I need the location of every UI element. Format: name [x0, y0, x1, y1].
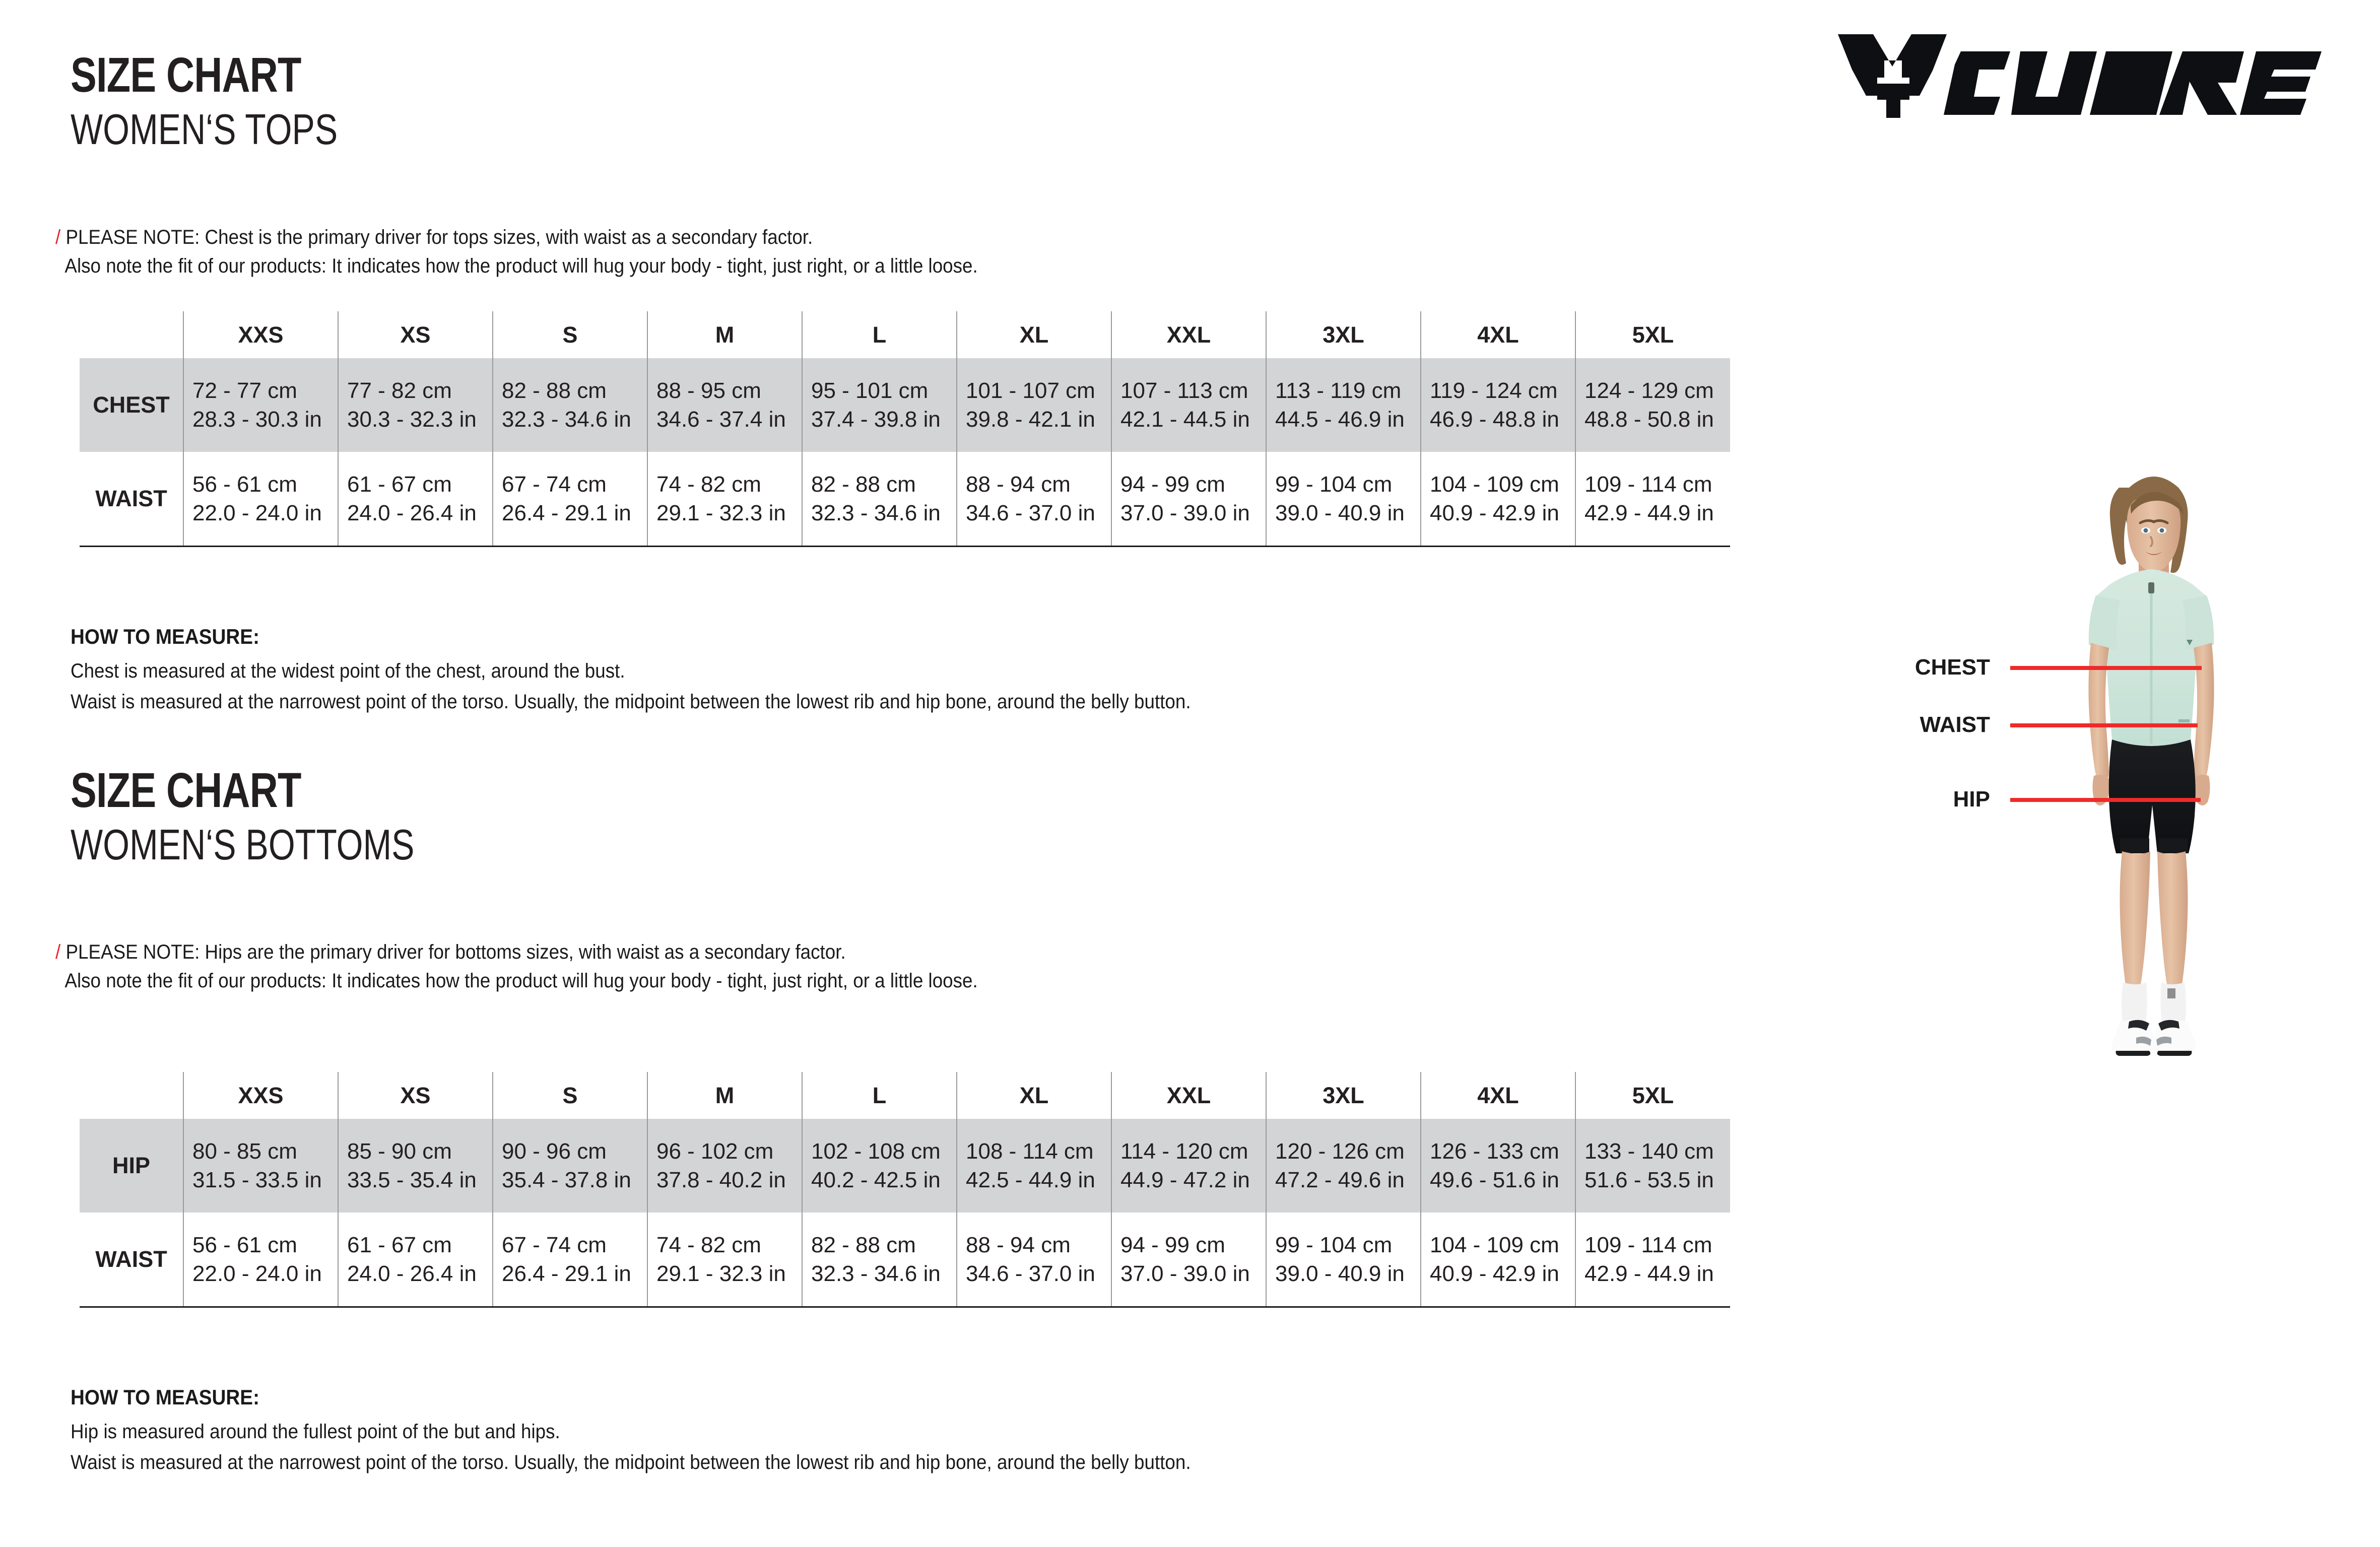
cell-cm: 67 - 74 cm: [502, 472, 607, 497]
bottoms-cell-waist-3xl: [1266, 1213, 1421, 1307]
cell-in: 31.5 - 33.5 in: [192, 1168, 322, 1192]
bottoms-col-header-xs: XS: [338, 1072, 493, 1119]
bottoms-cell-hip-s: [493, 1119, 647, 1213]
bottoms-cell-hip-3xl: [1266, 1119, 1421, 1213]
cell-cm: 124 - 129 cm: [1584, 378, 1714, 403]
bottoms-header-row: [80, 1072, 1730, 1119]
tops-cell-chest-xs: [338, 358, 493, 452]
tops-heading-block: [71, 47, 405, 154]
tops-note-line1-wrap: [55, 223, 978, 252]
bottoms-subtitle: WOMEN‘S BOTTOMS: [71, 821, 415, 869]
tops-cell-waist-m: [647, 452, 802, 547]
tops-row-label-waist: WAIST: [95, 485, 167, 511]
annotation-line-waist: [2010, 723, 2198, 727]
note-slash-icon: /: [55, 941, 61, 963]
cuore-logo: [1834, 29, 2343, 120]
tops-col-header-xxs: XXS: [183, 311, 338, 358]
tops-cell-waist-3xl: [1266, 452, 1421, 547]
tops-row-waist: [80, 452, 1730, 547]
cell-cm: 119 - 124 cm: [1430, 378, 1558, 403]
cell-cm: 94 - 99 cm: [1120, 472, 1225, 497]
cell-cm: 113 - 119 cm: [1275, 378, 1402, 403]
cell-cm: 99 - 104 cm: [1275, 1232, 1393, 1257]
cell-cm: 109 - 114 cm: [1584, 1232, 1712, 1257]
cell-cm: 99 - 104 cm: [1275, 472, 1393, 497]
cell-cm: 95 - 101 cm: [811, 378, 929, 403]
annotation-label-hip: HIP: [1953, 787, 1990, 812]
cell-in: 42.9 - 44.9 in: [1584, 501, 1714, 525]
cell-cm: 85 - 90 cm: [347, 1138, 452, 1164]
cell-cm: 74 - 82 cm: [656, 472, 761, 497]
tops-cell-chest-s: [493, 358, 647, 452]
cell-cm: 67 - 74 cm: [502, 1232, 607, 1257]
bottoms-htm-line1: Hip is measured around the fullest point of the but and hips.: [71, 1421, 560, 1443]
model-figure: [2035, 463, 2272, 1169]
cell-in: 34.6 - 37.0 in: [966, 1261, 1095, 1286]
cell-in: 34.6 - 37.0 in: [966, 501, 1095, 525]
cell-in: 37.0 - 39.0 in: [1120, 501, 1250, 525]
cell-in: 32.3 - 34.6 in: [811, 1261, 941, 1286]
cell-in: 44.5 - 46.9 in: [1275, 407, 1405, 432]
cell-in: 39.8 - 42.1 in: [966, 407, 1095, 432]
bottoms-cell-hip-xxs: [183, 1119, 338, 1213]
bottoms-note-line2: Also note the fit of our products: It indicates how the product will hug your body - tight, just right, or a little loose.: [64, 969, 978, 992]
bottoms-row-label-waist: WAIST: [95, 1246, 167, 1272]
cell-in: 26.4 - 29.1 in: [502, 501, 631, 525]
bottoms-cell-waist-xs: [338, 1213, 493, 1307]
cell-cm: 114 - 120 cm: [1120, 1138, 1248, 1164]
tops-bottom-rule: [80, 547, 1730, 548]
bottoms-note-line1-wrap: [55, 938, 978, 967]
bottoms-note: [55, 938, 978, 995]
tops-cell-chest-xxl: [1111, 358, 1266, 452]
tops-note-line1: PLEASE NOTE: Chest is the primary driver for tops sizes, with waist as a secondary factor.: [65, 226, 813, 248]
cell-in: 28.3 - 30.3 in: [192, 407, 322, 432]
bottoms-col-header-l: L: [802, 1072, 957, 1119]
tops-corner-cell: [80, 311, 183, 358]
cell-in: 42.9 - 44.9 in: [1584, 1261, 1714, 1286]
tops-col-header-4xl: 4XL: [1421, 311, 1575, 358]
cell-cm: 88 - 94 cm: [966, 472, 1071, 497]
cell-cm: 120 - 126 cm: [1275, 1138, 1405, 1164]
cell-in: 35.4 - 37.8 in: [502, 1168, 631, 1192]
tops-cell-chest-l: [802, 358, 957, 452]
cell-cm: 82 - 88 cm: [811, 1232, 916, 1257]
cell-cm: 61 - 67 cm: [347, 1232, 452, 1257]
note-slash-icon: /: [55, 226, 61, 248]
annotation-line-hip: [2010, 798, 2201, 802]
annotation-label-chest: CHEST: [1914, 655, 1990, 680]
cell-in: 34.6 - 37.4 in: [656, 407, 786, 432]
bottoms-cell-hip-xl: [957, 1119, 1111, 1213]
tops-col-header-xs: XS: [338, 311, 493, 358]
bottoms-cell-waist-s: [493, 1213, 647, 1307]
cell-in: 49.6 - 51.6 in: [1430, 1168, 1559, 1192]
bottoms-htm-line2: Waist is measured at the narrowest point of the torso. Usually, the midpoint between the lowest rib and hip bone, around the belly button.: [71, 1451, 1191, 1473]
cell-in: 30.3 - 32.3 in: [347, 407, 477, 432]
bottoms-cell-hip-xs: [338, 1119, 493, 1213]
cell-in: 22.0 - 24.0 in: [192, 501, 322, 525]
cell-in: 51.6 - 53.5 in: [1584, 1168, 1714, 1192]
cell-in: 29.1 - 32.3 in: [656, 501, 786, 525]
tops-note-line2: Also note the fit of our products: It indicates how the product will hug your body - tight, just right, or a little loose.: [64, 254, 978, 277]
cell-cm: 77 - 82 cm: [347, 378, 452, 403]
cell-cm: 109 - 114 cm: [1584, 472, 1712, 497]
tops-cell-chest-xl: [957, 358, 1111, 452]
cell-cm: 102 - 108 cm: [811, 1138, 941, 1164]
tops-how-to-measure: [71, 625, 1288, 717]
cell-in: 40.9 - 42.9 in: [1430, 1261, 1559, 1286]
tops-cell-waist-l: [802, 452, 957, 547]
bottoms-bottom-rule: [80, 1307, 1730, 1308]
tops-col-header-3xl: 3XL: [1266, 311, 1421, 358]
tops-col-header-m: M: [647, 311, 802, 358]
cell-cm: 133 - 140 cm: [1584, 1138, 1714, 1164]
tops-row-label-chest: CHEST: [80, 358, 183, 452]
cell-cm: 88 - 94 cm: [966, 1232, 1071, 1257]
tops-header-row: [80, 311, 1730, 358]
tops-cell-waist-5xl: [1575, 452, 1730, 547]
cell-in: 39.0 - 40.9 in: [1275, 1261, 1405, 1286]
cell-in: 37.0 - 39.0 in: [1120, 1261, 1250, 1286]
cell-cm: 126 - 133 cm: [1430, 1138, 1559, 1164]
bottoms-cell-hip-xxl: [1111, 1119, 1266, 1213]
bottoms-row-hip: [80, 1119, 1730, 1213]
cell-cm: 80 - 85 cm: [192, 1138, 297, 1164]
tops-cell-chest-4xl: [1421, 358, 1575, 452]
tops-col-header-xxl: XXL: [1111, 311, 1266, 358]
bottoms-heading-block: [71, 763, 500, 869]
bottoms-corner-cell: [80, 1072, 183, 1119]
cell-cm: 82 - 88 cm: [811, 472, 916, 497]
bottoms-cell-waist-xxs: [183, 1213, 338, 1307]
bottoms-cell-waist-xl: [957, 1213, 1111, 1307]
cell-in: 48.8 - 50.8 in: [1584, 407, 1714, 432]
cell-cm: 96 - 102 cm: [656, 1138, 774, 1164]
bottoms-how-to-measure: [71, 1385, 1288, 1478]
bottoms-col-header-3xl: 3XL: [1266, 1072, 1421, 1119]
cell-cm: 101 - 107 cm: [966, 378, 1095, 403]
cell-in: 39.0 - 40.9 in: [1275, 501, 1405, 525]
cell-cm: 88 - 95 cm: [656, 378, 761, 403]
tops-cell-waist-4xl: [1421, 452, 1575, 547]
tops-htm-line1: Chest is measured at the widest point of the chest, around the bust.: [71, 660, 625, 682]
cell-cm: 104 - 109 cm: [1430, 1232, 1559, 1257]
cell-in: 44.9 - 47.2 in: [1120, 1168, 1250, 1192]
cell-in: 22.0 - 24.0 in: [192, 1261, 322, 1286]
cell-in: 42.1 - 44.5 in: [1120, 407, 1250, 432]
cell-cm: 61 - 67 cm: [347, 472, 452, 497]
cell-in: 37.8 - 40.2 in: [656, 1168, 786, 1192]
tops-col-header-s: S: [493, 311, 647, 358]
bottoms-col-header-5xl: 5XL: [1575, 1072, 1730, 1119]
bottoms-size-table: [80, 1072, 1730, 1308]
tops-col-header-l: L: [802, 311, 957, 358]
cell-cm: 56 - 61 cm: [192, 1232, 297, 1257]
bottoms-cell-hip-m: [647, 1119, 802, 1213]
bottoms-col-header-4xl: 4XL: [1421, 1072, 1575, 1119]
bottoms-title: SIZE CHART: [71, 763, 301, 818]
bottoms-cell-waist-5xl: [1575, 1213, 1730, 1307]
bottoms-col-header-xl: XL: [957, 1072, 1111, 1119]
cell-in: 32.3 - 34.6 in: [502, 407, 631, 432]
tops-cell-chest-3xl: [1266, 358, 1421, 452]
cell-cm: 108 - 114 cm: [966, 1138, 1094, 1164]
annotation-line-chest: [2010, 666, 2202, 670]
cell-cm: 104 - 109 cm: [1430, 472, 1559, 497]
tops-cell-waist-xl: [957, 452, 1111, 547]
tops-row-chest: [80, 358, 1730, 452]
bottoms-cell-hip-4xl: [1421, 1119, 1575, 1213]
bottoms-cell-waist-4xl: [1421, 1213, 1575, 1307]
cell-in: 46.9 - 48.8 in: [1430, 407, 1559, 432]
bottoms-cell-waist-l: [802, 1213, 957, 1307]
bottoms-row-waist: [80, 1213, 1730, 1307]
tops-cell-chest-5xl: [1575, 358, 1730, 452]
cell-in: 42.5 - 44.9 in: [966, 1168, 1095, 1192]
tops-cell-waist-xxl: [1111, 452, 1266, 547]
tops-title: SIZE CHART: [71, 47, 301, 102]
bottoms-col-header-s: S: [493, 1072, 647, 1119]
bottoms-note-line1: PLEASE NOTE: Hips are the primary driver for bottoms sizes, with waist as a secondary factor.: [65, 941, 846, 963]
tops-htm-line2: Waist is measured at the narrowest point of the torso. Usually, the midpoint between the lowest rib and hip bone, around the belly button.: [71, 690, 1191, 713]
cell-in: 26.4 - 29.1 in: [502, 1261, 631, 1286]
bottoms-htm-title: HOW TO MEASURE:: [71, 1385, 259, 1409]
cell-in: 29.1 - 32.3 in: [656, 1261, 786, 1286]
tops-cell-waist-s: [493, 452, 647, 547]
bottoms-row-label-hip: HIP: [80, 1119, 183, 1213]
bottoms-col-header-xxs: XXS: [183, 1072, 338, 1119]
cell-cm: 90 - 96 cm: [502, 1138, 607, 1164]
annotation-label-waist: WAIST: [1920, 712, 1990, 737]
tops-htm-title: HOW TO MEASURE:: [71, 625, 259, 648]
tops-note: [55, 223, 978, 281]
cell-in: 40.2 - 42.5 in: [811, 1168, 941, 1192]
tops-col-header-xl: XL: [957, 311, 1111, 358]
cell-cm: 56 - 61 cm: [192, 472, 297, 497]
tops-cell-waist-xs: [338, 452, 493, 547]
tops-cell-waist-xxs: [183, 452, 338, 547]
cell-in: 47.2 - 49.6 in: [1275, 1168, 1405, 1192]
tops-subtitle: WOMEN‘S TOPS: [71, 106, 338, 154]
cell-cm: 94 - 99 cm: [1120, 1232, 1225, 1257]
cell-in: 37.4 - 39.8 in: [811, 407, 941, 432]
tops-col-header-5xl: 5XL: [1575, 311, 1730, 358]
cell-in: 33.5 - 35.4 in: [347, 1168, 477, 1192]
tops-size-table: [80, 311, 1730, 547]
bottoms-col-header-m: M: [647, 1072, 802, 1119]
cell-cm: 74 - 82 cm: [656, 1232, 761, 1257]
bottoms-cell-hip-5xl: [1575, 1119, 1730, 1213]
tops-cell-chest-m: [647, 358, 802, 452]
cell-cm: 82 - 88 cm: [502, 378, 607, 403]
cell-cm: 72 - 77 cm: [192, 378, 297, 403]
cell-in: 32.3 - 34.6 in: [811, 501, 941, 525]
bottoms-cell-waist-m: [647, 1213, 802, 1307]
bottoms-cell-waist-xxl: [1111, 1213, 1266, 1307]
bottoms-col-header-xxl: XXL: [1111, 1072, 1266, 1119]
tops-cell-chest-xxs: [183, 358, 338, 452]
cell-cm: 107 - 113 cm: [1120, 378, 1248, 403]
cell-in: 40.9 - 42.9 in: [1430, 501, 1559, 525]
cell-in: 24.0 - 26.4 in: [347, 1261, 477, 1286]
cell-in: 24.0 - 26.4 in: [347, 501, 477, 525]
bottoms-cell-hip-l: [802, 1119, 957, 1213]
